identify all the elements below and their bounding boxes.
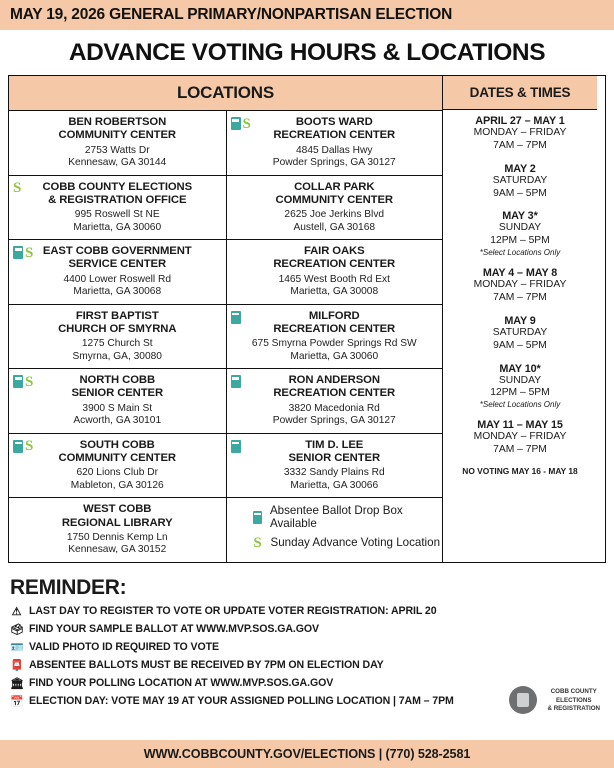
location-cell — [9, 434, 226, 499]
location-cell — [9, 498, 226, 562]
location-address: 1750 Dennis Kemp Ln Kennesaw, GA 30152 — [66, 531, 168, 556]
location-address: 1275 Church St Smyrna, GA, 30080 — [72, 338, 162, 362]
calendar-icon: 📅 — [10, 695, 24, 708]
date-hours: 12PM – 5PM — [490, 235, 550, 247]
date-range: MAY 2 — [504, 162, 536, 175]
logo-seal-icon — [509, 686, 537, 714]
dropbox-icon — [231, 117, 241, 130]
location-address: 995 Roswell St NE Marietta, GA 30060 — [73, 209, 162, 233]
reminder-title: REMINDER: — [10, 575, 127, 599]
sunday-s-icon: S — [25, 244, 34, 261]
location-markers — [13, 246, 33, 259]
building-icon: 🏛 — [10, 677, 24, 690]
date-hours: 9AM – 5PM — [493, 339, 547, 351]
dropbox-icon — [13, 375, 23, 388]
date-block — [443, 205, 597, 262]
location-markers — [231, 311, 241, 324]
reminder-item — [10, 641, 614, 654]
mailbox-icon: 📮 — [10, 659, 24, 672]
date-days: SUNDAY — [498, 374, 542, 386]
date-days: MONDAY – FRIDAY — [473, 127, 567, 138]
dates-list — [443, 110, 597, 462]
date-hours: 12PM – 5PM — [490, 387, 550, 399]
location-address: 3820 Macedonia Rd Powder Springs, GA 30127 — [272, 402, 396, 427]
date-block — [443, 358, 597, 415]
location-cell — [9, 240, 226, 305]
cobb-county-logo — [504, 686, 600, 716]
location-address: 2753 Watts Dr Kennesaw, GA 30144 — [68, 144, 167, 169]
date-hours: 7AM – 7PM — [493, 292, 547, 304]
dropbox-icon — [13, 440, 23, 453]
dates-header: DATES & TIMES — [443, 76, 597, 110]
date-range: MAY 10* — [499, 362, 541, 375]
location-name: FIRST BAPTIST CHURCH OF SMYRNA — [58, 309, 177, 335]
dropbox-icon — [231, 375, 241, 388]
locations-grid — [9, 111, 442, 562]
location-cell — [9, 369, 226, 434]
location-cell — [226, 240, 443, 305]
location-name: TIM D. LEE SENIOR CENTER — [288, 438, 381, 464]
date-note: *Select Locations Only — [479, 400, 561, 410]
date-days: MONDAY – FRIDAY — [473, 431, 567, 443]
date-block — [443, 414, 597, 462]
location-markers — [13, 179, 22, 196]
location-name: RON ANDERSON RECREATION CENTER — [273, 374, 396, 400]
ballot-icon: 🗳 — [10, 623, 24, 636]
logo-line3: & REGISTRATION — [547, 705, 600, 713]
location-markers — [13, 440, 33, 453]
location-cell — [9, 111, 226, 176]
reminder-text: ELECTION DAY: VOTE MAY 19 AT YOUR ASSIGNED POLLING LOCATION | 7AM – 7PM — [29, 695, 454, 708]
legend-label-dropbox: Absentee Ballot Drop Box Available — [269, 504, 403, 531]
legend-label-sunday: Sunday Advance Voting Location — [270, 536, 441, 550]
locations-table — [8, 75, 606, 563]
location-address: 675 Smyrna Powder Springs Rd SW Marietta, GA 30060 — [251, 338, 417, 362]
location-name: COBB COUNTY ELECTIONS & REGISTRATION OFFICE — [42, 180, 193, 206]
location-name: WEST COBB REGIONAL LIBRARY — [61, 503, 173, 529]
sunday-s-icon: S — [253, 534, 262, 551]
location-address: 3900 S Main St Acworth, GA 30101 — [73, 402, 162, 427]
location-cell — [226, 305, 443, 370]
date-hours: 7AM – 7PM — [493, 444, 547, 456]
reminder-text: VALID PHOTO ID REQUIRED TO VOTE — [29, 641, 219, 654]
reminder-item — [10, 659, 614, 672]
dropbox-icon — [231, 440, 241, 453]
date-hours: 7AM – 7PM — [493, 139, 547, 151]
date-range: MAY 9 — [504, 314, 536, 327]
logo-line1: COBB COUNTY — [550, 688, 597, 696]
location-cell — [226, 176, 443, 241]
location-cell — [9, 305, 226, 370]
footer-text: WWW.COBBCOUNTY.GOV/ELECTIONS | (770) 528-2581 — [143, 747, 471, 761]
location-address: 4400 Lower Roswell Rd Marietta, GA 30068 — [63, 273, 172, 298]
date-block — [443, 262, 597, 310]
sunday-s-icon: S — [13, 179, 22, 196]
locations-header: LOCATIONS — [9, 76, 442, 111]
date-range: MAY 3* — [502, 210, 538, 223]
location-name: MILFORD RECREATION CENTER — [273, 309, 396, 335]
location-name: BOOTS WARD RECREATION CENTER — [273, 116, 396, 142]
logo-line2: ELECTIONS — [556, 696, 592, 704]
id-card-icon: 🪪 — [10, 641, 24, 654]
location-markers — [231, 375, 241, 388]
sunday-s-icon: S — [242, 115, 251, 132]
date-hours: 9AM – 5PM — [493, 187, 547, 199]
date-range: APRIL 27 – MAY 1 — [475, 115, 565, 127]
location-markers — [231, 440, 241, 453]
location-cell — [9, 176, 226, 241]
banner-text: MAY 19, 2026 GENERAL PRIMARY/NONPARTISAN ELECTION — [10, 6, 453, 23]
location-cell — [226, 111, 443, 176]
no-voting-note: NO VOTING MAY 16 - MAY 18 — [462, 466, 578, 477]
dates-column — [443, 76, 597, 562]
location-name: COLLAR PARK COMMUNITY CENTER — [275, 180, 393, 206]
date-range: MAY 4 – MAY 8 — [482, 267, 558, 280]
date-block — [443, 158, 597, 206]
legend — [226, 498, 443, 562]
location-markers — [231, 117, 251, 130]
sunday-s-icon: S — [25, 438, 34, 455]
date-block — [443, 310, 597, 358]
location-cell — [226, 369, 443, 434]
warning-icon: ⚠ — [11, 605, 22, 618]
reminder-text: ABSENTEE BALLOTS MUST BE RECEIVED BY 7PM ON ELECTION DAY — [29, 659, 384, 672]
location-cell — [226, 434, 443, 499]
location-name: EAST COBB GOVERNMENT SERVICE CENTER — [42, 245, 192, 271]
location-name: FAIR OAKS RECREATION CENTER — [273, 245, 396, 271]
locations-column — [9, 76, 443, 562]
location-address: 2625 Joe Jerkins Blvd Austell, GA 30168 — [284, 209, 385, 233]
location-address: 4845 Dallas Hwy Powder Springs, GA 30127 — [272, 144, 396, 169]
location-markers — [13, 375, 33, 388]
dropbox-icon — [13, 246, 23, 259]
location-address: 1465 West Booth Rd Ext Marietta, GA 30008 — [278, 273, 390, 298]
date-range: MAY 11 – MAY 15 — [477, 419, 563, 432]
date-days: SATURDAY — [492, 174, 548, 186]
reminder-text: FIND YOUR POLLING LOCATION AT WWW.MVP.SOS.GA.GOV — [29, 677, 334, 690]
date-days: SUNDAY — [498, 222, 542, 234]
reminder-text: FIND YOUR SAMPLE BALLOT AT WWW.MVP.SOS.GA.GOV — [29, 623, 319, 636]
date-block — [443, 110, 597, 158]
dropbox-icon — [253, 511, 262, 524]
sunday-s-icon: S — [25, 373, 34, 390]
date-days: SATURDAY — [492, 326, 548, 338]
location-name: SOUTH COBB COMMUNITY CENTER — [58, 438, 176, 464]
reminder-item — [10, 623, 614, 636]
reminder-item — [10, 605, 614, 618]
date-days: MONDAY – FRIDAY — [473, 279, 567, 291]
page-title: ADVANCE VOTING HOURS & LOCATIONS — [68, 39, 546, 66]
location-address: 3332 Sandy Plains Rd Marietta, GA 30066 — [283, 467, 385, 491]
dropbox-icon — [231, 311, 241, 324]
location-address: 620 Lions Club Dr Mableton, GA 30126 — [70, 467, 164, 491]
footer-bar — [0, 740, 614, 768]
date-note: *Select Locations Only — [479, 248, 561, 258]
election-banner — [0, 0, 614, 30]
location-name: NORTH COBB SENIOR CENTER — [71, 374, 164, 400]
location-name: BEN ROBERTSON COMMUNITY CENTER — [58, 116, 176, 142]
reminder-text: LAST DAY TO REGISTER TO VOTE OR UPDATE VOTER REGISTRATION: APRIL 20 — [29, 605, 437, 618]
